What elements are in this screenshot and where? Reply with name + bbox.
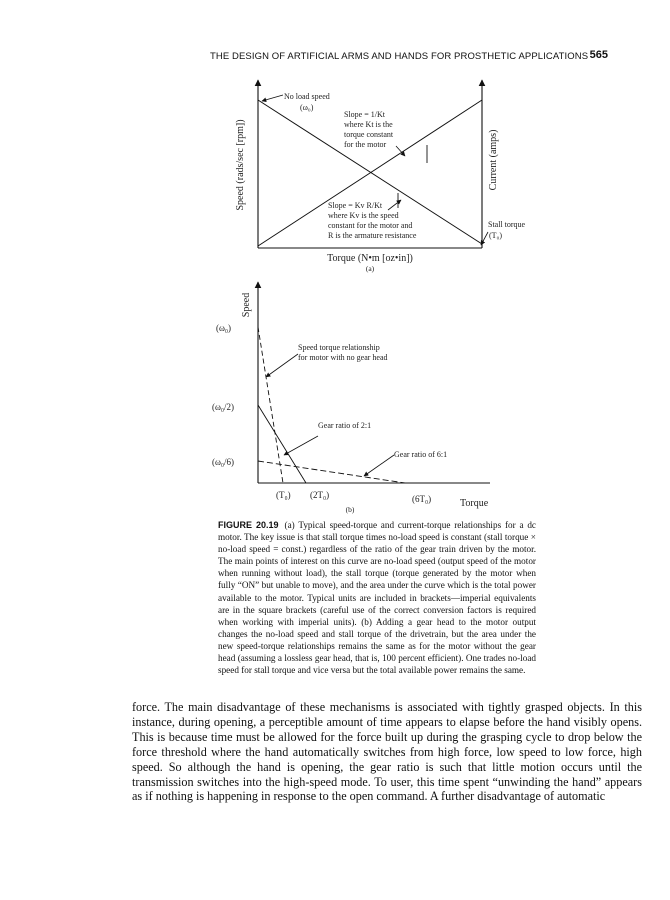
body-text — [132, 700, 642, 804]
t6-label: (6T₀) — [412, 494, 432, 504]
svg-text:where Kv is the speed: where Kv is the speed — [328, 211, 399, 220]
b-y-label: Speed — [241, 292, 252, 318]
slope1-annotation — [344, 110, 427, 163]
a-y-right-label: Current (amps) — [488, 129, 499, 191]
figure-b — [212, 282, 490, 514]
curve-gear-2-1 — [258, 405, 306, 483]
b-x-label: Torque — [460, 498, 489, 509]
b-sub-label: (b) — [345, 505, 355, 514]
a-sub-label: (a) — [365, 264, 375, 273]
stall-label: Stall torque — [488, 220, 526, 229]
t2-label: (2T₀) — [310, 490, 330, 500]
stall-symbol: (T₀) — [489, 231, 503, 240]
curve-no-gear — [258, 327, 283, 483]
svg-text:torque constant: torque constant — [344, 130, 394, 139]
no-load-symbol: (ω₀) — [300, 103, 314, 112]
w0-half-label: (ω₀/2) — [212, 402, 235, 412]
svg-text:Slope = Kv R/Kt: Slope = Kv R/Kt — [328, 201, 383, 210]
caption-text: (a) Typical speed-torque and current-torque relationships for a dc motor. The key issue is that stall torque times no-load speed is constant (stall torque × no-load speed = const.) regardless of the ratio of the gear train driven by the motor. The main points of interest on this curve are no-load speed (output speed of the motor when running without load), the stall torque (torque generated by the motor when fully “ON” but unable to move), and the area under the curve which is the total power available to the motor. Typical units are included in brackets—imperial equivalents are in the square brackets (careful use of the correct conversion factors is required when working with imperial units). (b) Adding a gear head to the motor output changes the no-load speed and stall torque of the drivetrain, but the area under the new speed-torque relationships remains the same as for the motor without the gear head (assuming a lossless gear head, that is, 100 percent efficient). One trades no-load speed for stall torque and vice versa but the total available power remains the same. — [218, 520, 537, 676]
no-gear-label-2: for motor with no gear head — [298, 353, 388, 362]
curve-gear-6-1 — [258, 461, 405, 483]
svg-text:R is the armature resistance: R is the armature resistance — [328, 231, 417, 240]
svg-text:where Kt is the: where Kt is the — [344, 120, 393, 129]
running-title: THE DESIGN OF ARTIFICIAL ARMS AND HANDS FOR PROSTHETIC APPLICATIONS — [210, 51, 589, 62]
gear6-pointer — [364, 455, 394, 476]
no-gear-pointer — [266, 354, 298, 377]
no-load-label: No load speed — [284, 92, 330, 101]
gear2-label: Gear ratio of 2:1 — [318, 421, 372, 430]
svg-text:Slope = 1/Kt: Slope = 1/Kt — [344, 110, 385, 119]
a-x-label: Torque (N•m [oz•in]) — [327, 253, 413, 264]
svg-text:for the motor: for the motor — [344, 140, 387, 149]
w0-sixth-label: (ω₀/6) — [212, 457, 235, 467]
svg-text:constant for the motor and: constant for the motor and — [328, 221, 413, 230]
page-number: 565 — [589, 49, 608, 61]
body-paragraph: force. The main disadvantage of these mechanisms is associated with tightly grasped objects. In this instance, during opening, a perceptible amount of time appears to elapse before the hand visibly opens. This is because time must be allowed for the force built up during the grasping cycle to drop below the force threshold where the hand automatically switches from high force, low speed to low force, high speed. So although the hand is opening, the gear ratio is such that little motion occurs until the transmission switches into the high-speed mode. To user, this time spent “unwinding the hand” appears as if nothing is happening in response to the open command. A further disadvantage of automatic — [132, 700, 642, 804]
no-gear-label-1: Speed torque relationship — [298, 343, 380, 352]
gear6-label: Gear ratio of 6:1 — [394, 450, 448, 459]
figure-caption — [218, 519, 536, 676]
no-load-pointer — [262, 95, 283, 101]
t0-label: (T₀) — [276, 490, 291, 500]
a-y-left-label: Speed (rads/sec [rpm]) — [235, 119, 246, 211]
w0-label: (ω₀) — [216, 323, 232, 333]
slope2-annotation — [328, 193, 417, 240]
figure-a — [235, 80, 526, 273]
caption-label: FIGURE 20.19 — [218, 520, 279, 530]
gear2-pointer — [284, 436, 318, 455]
